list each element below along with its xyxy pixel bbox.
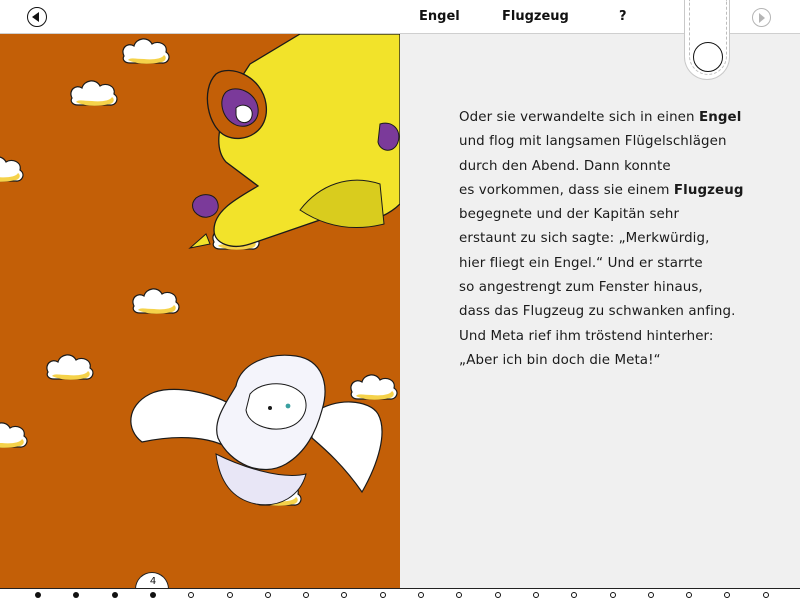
story-text-panel — [400, 34, 800, 588]
page-dot[interactable] — [686, 592, 692, 598]
tab-flugzeug[interactable]: Flugzeug — [502, 9, 569, 24]
story-line: Oder sie verwandelte sich in einen Engel — [459, 110, 742, 125]
tab-engel[interactable]: Engel — [419, 9, 460, 24]
cloud-7 — [0, 423, 27, 448]
page-dot[interactable] — [265, 592, 271, 598]
help-button[interactable]: ? — [619, 9, 627, 24]
story-line: es vorkommen, dass sie einem Flugzeug — [459, 182, 744, 198]
current-page-number: 4 — [149, 576, 157, 587]
cloud-3 — [0, 157, 23, 182]
play-icon[interactable] — [752, 8, 771, 27]
story-line: durch den Abend. Dann konnte — [459, 158, 671, 174]
bookmark-handle-icon[interactable] — [693, 42, 723, 72]
angel-drawing — [131, 355, 382, 505]
page-dot[interactable] — [380, 592, 386, 598]
bookmark-tab[interactable] — [684, 0, 730, 80]
page-dot[interactable] — [763, 592, 769, 598]
story-line: so angestrengt zum Fenster hinaus, — [459, 280, 703, 296]
page-dot[interactable] — [571, 592, 577, 598]
keyword-engel[interactable]: Engel — [698, 110, 742, 125]
story-line: hier fliegt ein Engel.“ Und er starrte — [459, 255, 703, 271]
illustration-artwork — [0, 34, 400, 588]
back-arrow-icon[interactable] — [27, 7, 47, 27]
keyword-flugzeug[interactable]: Flugzeug — [673, 182, 744, 198]
page-dot[interactable] — [341, 592, 347, 598]
story-line: erstaunt zu sich sagte: „Merkwürdig, — [459, 231, 710, 247]
cloud-9 — [351, 375, 397, 400]
page-dot[interactable] — [35, 592, 41, 598]
page-dot[interactable] — [418, 592, 424, 598]
page-dots-bar — [0, 588, 800, 601]
page-dot[interactable] — [648, 592, 654, 598]
cloud-5 — [133, 289, 179, 314]
cloud-1 — [123, 39, 169, 64]
story-illustration — [0, 34, 400, 588]
story-line: begegnete und der Kapitän sehr — [459, 207, 680, 223]
page-dot[interactable] — [724, 592, 730, 598]
story-line: dass das Flugzeug zu schwanken anfing. — [459, 304, 736, 320]
story-line: „Aber ich bin doch die Meta!“ — [459, 352, 661, 368]
story-line: Und Meta rief ihm tröstend hinterher: — [459, 328, 714, 344]
page-dot[interactable] — [112, 592, 118, 598]
page-dot[interactable] — [303, 592, 309, 598]
story-line: und flog mit langsamen Flügelschlägen — [459, 134, 727, 150]
page-dot[interactable] — [610, 592, 616, 598]
page-dot[interactable] — [533, 592, 539, 598]
airplane-drawing — [190, 34, 400, 248]
page-dot[interactable] — [150, 592, 156, 598]
story-paragraph — [459, 106, 744, 373]
page-dot[interactable] — [495, 592, 501, 598]
cloud-6 — [47, 355, 93, 380]
cloud-2 — [71, 81, 117, 106]
page-dot[interactable] — [73, 592, 79, 598]
top-toolbar — [0, 0, 800, 34]
page-dot[interactable] — [188, 592, 194, 598]
page-dot[interactable] — [227, 592, 233, 598]
page-dot[interactable] — [456, 592, 462, 598]
